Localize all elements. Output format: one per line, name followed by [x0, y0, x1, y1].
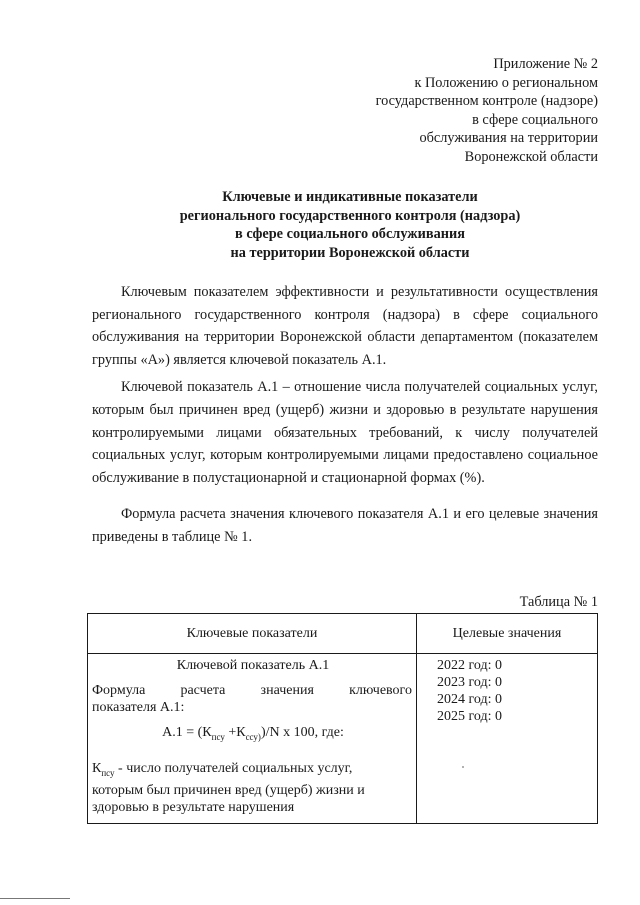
target-value: 2025 год: 0 — [436, 709, 502, 724]
paragraph: Ключевой показатель А.1 – отношение числа получателей социальных услуг, которым был причинен вред (ущерб) жизни и здоровью в результате нарушения контролируемыми лицами обязательных требований, к числу получателей социальных услуг, которым контролируемыми лицами предоставлено социальное обслуживание в полустационарной и стационарной формах (%). — [92, 379, 598, 486]
formula — [88, 724, 418, 746]
document-title — [90, 188, 610, 262]
body-text — [92, 281, 598, 554]
scan-speck — [462, 766, 464, 768]
formula-label — [92, 682, 412, 716]
target-value: 2023 год: 0 — [436, 675, 502, 690]
definition-symbol: К — [92, 761, 102, 776]
formula-part: )/N х 100, где: — [260, 725, 344, 740]
appendix-header — [376, 55, 598, 167]
formula-label-word: расчета — [180, 683, 226, 698]
definition-subscript: псу — [101, 767, 115, 778]
formula-label-word: ключевого — [349, 683, 412, 698]
footer-divider — [0, 898, 70, 899]
header-target-values: Целевые значения — [416, 614, 597, 654]
paragraph: Формула расчета значения ключевого показателя А.1 и его целевые значения приведены в таблице № 1. — [92, 506, 598, 545]
formula-subscript: псу — [211, 731, 225, 742]
formula-label-word: значения — [260, 683, 314, 698]
header-key-indicators: Ключевые показатели — [88, 614, 417, 654]
formula-part: +К — [224, 725, 246, 740]
indicators-table — [87, 613, 598, 824]
target-value: 2022 год: 0 — [436, 658, 502, 673]
appendix-line: в сфере социального — [472, 111, 598, 128]
title-line: в сфере социального обслуживания — [235, 226, 465, 243]
table-header-row — [88, 614, 598, 654]
formula-part: А.1 = (К — [162, 725, 212, 740]
table-row — [88, 654, 598, 824]
title-line: регионального государственного контроля (надзора) — [179, 207, 521, 224]
title-line: Ключевые и индикативные показатели — [222, 189, 478, 205]
target-value: 2024 год: 0 — [436, 692, 502, 707]
formula-subscript: ссу) — [245, 731, 261, 742]
appendix-line: Приложение № 2 — [493, 56, 598, 72]
table-caption: Таблица № 1 — [519, 594, 598, 610]
title-line: на территории Воронежской области — [230, 244, 470, 261]
formula-label-line2: показателя А.1: — [92, 700, 185, 715]
appendix-line: к Положению о региональном — [414, 74, 598, 91]
appendix-line: Воронежской области — [464, 148, 598, 165]
formula-label-word: Формула — [92, 683, 146, 698]
indicator-title: Ключевой показатель А.1 — [176, 658, 330, 673]
targets-cell — [416, 654, 597, 824]
appendix-line: государственном контроле (надзоре) — [375, 93, 598, 110]
target-values-list — [437, 657, 502, 725]
indicator-cell — [88, 654, 417, 824]
paragraph: Ключевым показателем эффективности и результативности осуществления регионального государственного контроля (надзора) в сфере социального обслуживания на территории Воронежской области департаментом (показателем группы «А») является ключевой показатель А.1. — [92, 284, 598, 368]
appendix-line: обслуживания на территории — [419, 130, 598, 147]
definition-text: - число получателей социальных услуг, которым был причинен вред (ущерб) жизни и здоровью в результате нарушения — [92, 761, 365, 815]
variable-definition — [92, 760, 392, 816]
